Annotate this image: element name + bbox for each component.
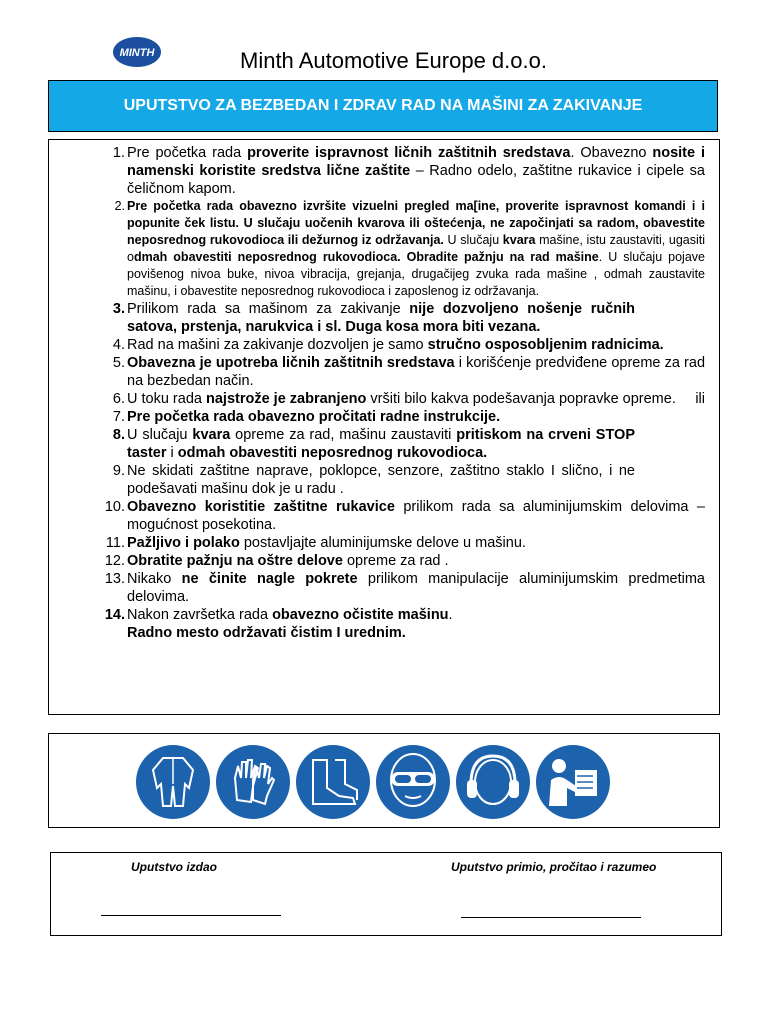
rule-text: opreme za rad . [342, 553, 449, 569]
minth-logo [112, 36, 162, 68]
rule-text-bold: kvara [192, 427, 231, 443]
rule-number: 13. [104, 571, 125, 587]
rule-text: opreme za rad, mašinu zaustaviti [230, 427, 457, 443]
rule-number: 6. [112, 391, 125, 407]
ear-protection-icon [455, 744, 531, 820]
rule-number: 10. [104, 499, 125, 515]
rule-item [49, 606, 719, 642]
received-signature-line [461, 917, 641, 918]
rule-text: Rad na mašini za zakivanje dozvoljen je samo [127, 337, 428, 353]
rule-number: 11. [105, 535, 125, 551]
received-by-label: Uputstvo primio, pročitao i razumeo [451, 860, 657, 874]
rule-number: 5. [112, 355, 125, 371]
rule-item [49, 144, 719, 198]
rule-item [49, 198, 719, 300]
rule-number: 4. [112, 337, 125, 353]
rule-text-bold: Radno mesto održavati čistim I urednim. [127, 625, 406, 641]
rule-text: U toku rada [127, 391, 206, 407]
rule-item [49, 570, 719, 606]
rule-text-bold: kvara [502, 233, 536, 247]
rule-text-bold: Obratite pažnju na oštre delove [127, 553, 343, 569]
rule-text-bold: pritiskom na crveni STOP taster [127, 427, 635, 461]
rule-text: postavljajte aluminijumske delove u mašinu. [239, 535, 526, 551]
rule-text-bold: najstrože je zabranjeno [206, 391, 367, 407]
rule-number: 12. [104, 553, 125, 569]
rule-item [49, 354, 719, 390]
rule-text-bold: Pre početka rada obavezno pročitati radne instrukcije. [127, 409, 501, 425]
rule-text: mašine, istu zaustaviti, ugasiti o [127, 233, 706, 264]
safety-boots-icon [295, 744, 371, 820]
rule-number: 7. [112, 409, 125, 425]
rules-box [48, 139, 720, 715]
rule-text: Prilikom rada sa mašinom za zakivanje [127, 301, 410, 317]
document-title: UPUTSTVO ZA BEZBEDAN I ZDRAV RAD NA MAŠINI ZA ZAKIVANJE [48, 80, 718, 132]
rule-text: U slučaju [443, 233, 503, 247]
rule-number: 1. [112, 145, 125, 161]
rule-text: prilikom rada sa aluminijumskim delovima – mogućnost posekotina. [127, 499, 705, 533]
ppe-icons-box [48, 733, 720, 828]
rule-item [49, 390, 719, 408]
rule-text: i korišćenje predviđene opreme za rad na bezbedan način. [127, 355, 706, 389]
rule-text: Ne skidati zaštitne naprave, poklopce, senzore, zaštitno staklo I slično, i ne podešavati mašinu dok je u radu . [127, 463, 635, 497]
rule-text: i [166, 445, 178, 461]
read-instructions-icon [535, 744, 611, 820]
rule-item [49, 498, 719, 534]
rule-text-bold: Pažljivo i polako [127, 535, 240, 551]
rule-extra-text: ili [695, 391, 705, 407]
rule-text-bold: odmah obavestiti neposrednog rukovodioca. [177, 445, 488, 461]
rule-number: 2. [114, 199, 125, 213]
rule-number: 8. [112, 427, 125, 443]
rule-item [49, 552, 719, 570]
gloves-icon [215, 744, 291, 820]
rule-text: . [448, 607, 453, 623]
rule-text-bold: proverite ispravnost ličnih zaštitnih sredstava [247, 145, 571, 161]
rule-text-bold: obavezno očistite mašinu [272, 607, 449, 623]
rule-text: – Radno odelo, zaštitne rukavice i cipele sa čeličnom kapom. [127, 163, 705, 197]
rule-text: Nikako [127, 571, 182, 587]
rule-text: U slučaju [127, 427, 193, 443]
rule-text-bold: nije dozvoljeno nošenje ručnih satova, prstenja, narukvica i sl. Duga kosa mora biti vezana. [127, 301, 636, 335]
rule-text: Pre početka rada [127, 145, 248, 161]
protective-clothing-icon [135, 744, 211, 820]
rule-text-bold: Obavezna je upotreba ličnih zaštitnih sredstava [127, 355, 455, 371]
company-name: Minth Automotive Europe d.o.o. [240, 48, 547, 73]
rule-text-bold: stručno osposobljenim radnicima. [427, 337, 664, 353]
rule-item [49, 408, 719, 426]
rule-text: . Obavezno [570, 145, 653, 161]
rule-item [49, 300, 719, 336]
issued-signature-line [101, 915, 281, 916]
rule-text: . U slučaju pojave povišenog nivoa buke, nivoa vibracija, grejanja, drugačijeg zvuka rada mašine , odmah zaustavite mašinu, i obavestite neposrednog rukovodioca i zaposlenog iz održavanja. [127, 250, 705, 298]
signature-box [50, 852, 722, 936]
rule-number: 3. [112, 301, 125, 317]
rule-item [49, 336, 719, 354]
rule-text-bold: nosite i namenski koristite sredstva lične zaštite [127, 145, 706, 179]
rule-item [49, 426, 719, 462]
rule-text: vršiti bilo kakva podešavanja popravke opreme. [366, 391, 676, 407]
rules-list [49, 144, 719, 642]
rule-text-bold: Obavezno koristitie zaštitne rukavice [127, 499, 395, 515]
rule-text-bold: ne činite nagle pokrete [181, 571, 358, 587]
rule-item [49, 534, 719, 552]
logo-text: MINTH [119, 47, 155, 59]
rule-text-bold: Pre početka rada obavezno izvršite vizuelni pregled ma[ine, proverite ispravnost komandi i i popunite ček listu. U slučaju uočenih kvarova ili oštećenja, ne započinjati sa radom, obavestite neposrednog rukovodioca ili dežurnog iz održavanja. [127, 199, 705, 247]
issued-by-label: Uputstvo izdao [131, 860, 217, 874]
rule-number: 14. [104, 607, 125, 623]
rule-text-bold: dmah obavestiti neposrednog rukovodioca. Obradite pažnju na rad mašine [133, 250, 599, 264]
rule-number: 9. [112, 463, 125, 479]
safety-goggles-icon [375, 744, 451, 820]
rule-text: Nakon završetka rada [127, 607, 273, 623]
rule-text: prilikom manipulacije aluminijumskim predmetima delovima. [127, 571, 705, 605]
rule-item [49, 462, 719, 498]
